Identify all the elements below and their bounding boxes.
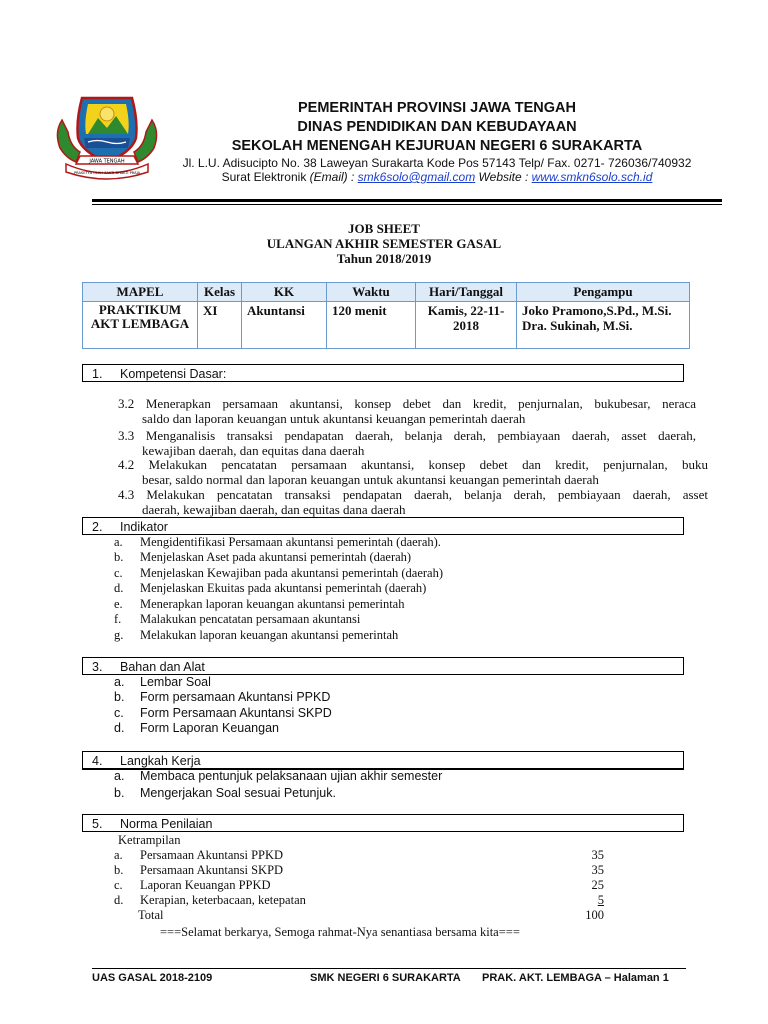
kd-line: saldo dan laporan keuangan untuk akuntansi keuangan pemerintah daerah	[142, 411, 526, 426]
letterhead-school: SEKOLAH MENENGAH KEJURUAN NEGERI 6 SURAKARTA	[231, 138, 643, 154]
letterhead-rule-thick	[92, 199, 722, 202]
list-item	[114, 721, 674, 736]
list-text: Menjelaskan Ekuitas pada akuntansi pemerintah (daerah)	[140, 581, 427, 595]
list-letter: e.	[114, 597, 123, 611]
norma-subheading: Ketrampilan	[118, 833, 181, 847]
list-letter: d.	[114, 893, 124, 907]
kd-item	[118, 457, 708, 487]
score-value: 25	[591, 878, 604, 892]
cell-kelas: XI	[198, 302, 242, 349]
header-mapel: MAPEL	[83, 283, 198, 302]
doc-year: Tahun 2018/2019	[336, 251, 432, 266]
list-text: Kerapian, keterbacaan, ketepatan	[140, 893, 306, 907]
footer-page: PRAK. AKT. LEMBAGA – Halaman 1	[482, 972, 669, 984]
list-letter: a.	[114, 848, 123, 862]
kd-item	[118, 428, 696, 458]
list-text: Form Persamaan Akuntansi SKPD	[140, 706, 332, 720]
info-table	[82, 282, 690, 349]
list-text: Menerapkan laporan keuangan akuntansi pemerintah	[140, 597, 405, 611]
kd-line: 4.3 Melakukan pencatatan transaksi pendapatan daerah, belanja derah, pembiayaan daerah, asset	[118, 487, 708, 502]
email-link[interactable]: smk6solo@gmail.com	[357, 170, 476, 184]
header-waktu: Waktu	[327, 283, 416, 302]
kd-line: besar, saldo normal dan laporan keuangan untuk akuntansi keuangan pemerintah daerah	[142, 472, 599, 487]
letterhead-province: PEMERINTAH PROVINSI JAWA TENGAH	[298, 100, 576, 116]
cell-waktu: 120 menit	[327, 302, 416, 349]
list-item	[114, 550, 674, 565]
footer-rule	[92, 968, 686, 969]
langkah-list	[114, 769, 674, 803]
total-score: 100	[585, 908, 604, 922]
logo-banner-text: JAWA TENGAH	[89, 158, 125, 165]
list-item	[114, 769, 674, 784]
section-label: Bahan dan Alat	[120, 660, 205, 674]
list-item	[114, 612, 674, 627]
list-item	[114, 878, 614, 893]
cell-kk: Akuntansi	[242, 302, 327, 349]
kd-line: daerah, kewajiban daerah, dan equitas dana daerah	[142, 502, 406, 517]
list-item	[114, 566, 674, 581]
section-label: Norma Penilaian	[120, 817, 213, 831]
doc-title: JOB SHEET	[348, 221, 420, 236]
logo-motto-text: PRASETYA ULAH SAKTI BHAKTI PRAJA	[73, 171, 141, 175]
score-value: 35	[591, 863, 604, 877]
list-text: Persamaan Akuntansi PPKD	[140, 848, 284, 862]
website-link[interactable]: www.smkn6solo.sch.id	[531, 170, 653, 184]
website-label: Website :	[475, 170, 532, 184]
section-label: Langkah Kerja	[120, 754, 201, 768]
list-text: Menjelaskan Kewajiban pada akuntansi pemerintah (daerah)	[140, 566, 443, 580]
section-langkah-header	[82, 751, 684, 769]
list-item	[114, 628, 674, 643]
list-letter: b.	[114, 863, 124, 877]
list-text: Form persamaan Akuntansi PPKD	[140, 690, 331, 704]
doc-subtitle: ULANGAN AKHIR SEMESTER GASAL	[266, 236, 502, 251]
list-letter: d.	[114, 581, 124, 595]
list-text: Malakukan pencatatan persamaan akuntansi	[140, 612, 361, 626]
list-letter: g.	[114, 628, 124, 642]
header-kelas: Kelas	[198, 283, 242, 302]
section-number: 4.	[92, 754, 103, 768]
footer-exam: UAS GASAL 2018-2109	[92, 972, 213, 984]
kd-item	[118, 487, 708, 517]
header-pengampu: Pengampu	[517, 283, 690, 302]
list-text: Menjelaskan Aset pada akuntansi pemerintah (daerah)	[140, 550, 412, 564]
kd-line: 3.3 Menganalisis transaksi pendapatan daerah, belanja derah, pembiayaan daerah, asset daerah,	[118, 428, 696, 443]
list-item	[114, 581, 674, 596]
cell-mapel: PRAKTIKUM AKT LEMBAGA	[83, 302, 198, 349]
list-text: Membaca pentunjuk pelaksanaan ujian akhir semester	[140, 769, 443, 783]
cell-pengampu	[517, 302, 690, 349]
section-number: 2.	[92, 520, 103, 534]
header-kk: KK	[242, 283, 327, 302]
kd-item	[118, 396, 696, 426]
pengampu-name-2: Dra. Sukinah, M.Si.	[522, 318, 633, 333]
section-number: 3.	[92, 660, 103, 674]
info-table-header-row	[83, 283, 690, 302]
list-item	[114, 848, 614, 863]
kd-line: 4.2 Melakukan pencatatan persamaan akuntansi, konsep debet dan kredit, penjurnalan, buku	[118, 457, 708, 472]
kd-line: kewajiban daerah, dan equitas dana daerah	[142, 443, 365, 458]
list-item	[114, 863, 614, 878]
footer-school: SMK NEGERI 6 SURAKARTA	[310, 972, 461, 984]
list-letter: b.	[114, 786, 125, 800]
list-item	[114, 893, 614, 908]
pengampu-name-1: Joko Pramono,S.Pd., M.Si.	[522, 303, 672, 318]
list-letter: f.	[114, 612, 122, 626]
section-kompetensi-header	[82, 364, 684, 382]
list-text: Mengidentifikasi Persamaan akuntansi pemerintah (daerah).	[140, 535, 441, 549]
list-letter: a.	[114, 535, 123, 549]
letterhead-rule-thin	[92, 204, 722, 205]
section-number: 1.	[92, 367, 103, 381]
provincial-seal-logo	[52, 92, 162, 180]
list-item	[114, 786, 674, 801]
section-label: Indikator	[120, 520, 168, 534]
score-value: 35	[591, 848, 604, 862]
list-text: Lembar Soal	[140, 675, 211, 689]
list-letter: c.	[114, 878, 123, 892]
score-value: 5	[597, 893, 604, 907]
list-item	[114, 535, 674, 550]
bahan-list	[114, 675, 674, 739]
list-letter: c.	[114, 566, 123, 580]
kd-line: 3.2 Menerapkan persamaan akuntansi, konsep debet dan kredit, penjurnalan, bukubesar, neraca	[118, 396, 696, 411]
indikator-list	[114, 535, 674, 645]
list-letter: c.	[114, 706, 124, 720]
list-text: Laporan Keuangan PPKD	[140, 878, 271, 892]
list-text: Mengerjakan Soal sesuai Petunjuk.	[140, 786, 336, 800]
list-letter: a.	[114, 769, 125, 783]
section-norma-header	[82, 814, 684, 832]
email-paren-label: (Email) :	[309, 170, 358, 184]
list-letter: b.	[114, 550, 124, 564]
section-number: 5.	[92, 817, 103, 831]
info-table-row	[83, 302, 690, 349]
section-indikator-header	[82, 517, 684, 535]
list-letter: b.	[114, 690, 125, 704]
cell-hari: Kamis, 22-11-2018	[416, 302, 517, 349]
list-letter: a.	[114, 675, 125, 689]
total-label: Total	[138, 908, 164, 922]
section-label: Kompetensi Dasar:	[120, 367, 227, 381]
list-text: Form Laporan Keuangan	[140, 721, 279, 735]
list-text: Persamaan Akuntansi SKPD	[140, 863, 284, 877]
email-label: Surat Elektronik	[221, 170, 310, 184]
list-text: Melakukan laporan keuangan akuntansi pemerintah	[140, 628, 399, 642]
norma-list	[114, 848, 614, 928]
list-letter: d.	[114, 721, 125, 735]
list-item	[114, 706, 674, 721]
list-item	[114, 675, 674, 690]
list-item	[114, 597, 674, 612]
letterhead-department: DINAS PENDIDIKAN DAN KEBUDAYAAN	[297, 119, 577, 135]
section-bahan-header	[82, 657, 684, 675]
letterhead-contact	[164, 170, 710, 184]
list-item	[114, 690, 674, 705]
closing-message: ===Selamat berkarya, Semoga rahmat-Nya senantiasa bersama kita===	[160, 925, 520, 939]
total-row	[114, 908, 614, 923]
header-hari: Hari/Tanggal	[416, 283, 517, 302]
letterhead-address: Jl. L.U. Adisucipto No. 38 Laweyan Surakarta Kode Pos 57143 Telp/ Fax. 0271- 726036/740932	[182, 156, 692, 170]
